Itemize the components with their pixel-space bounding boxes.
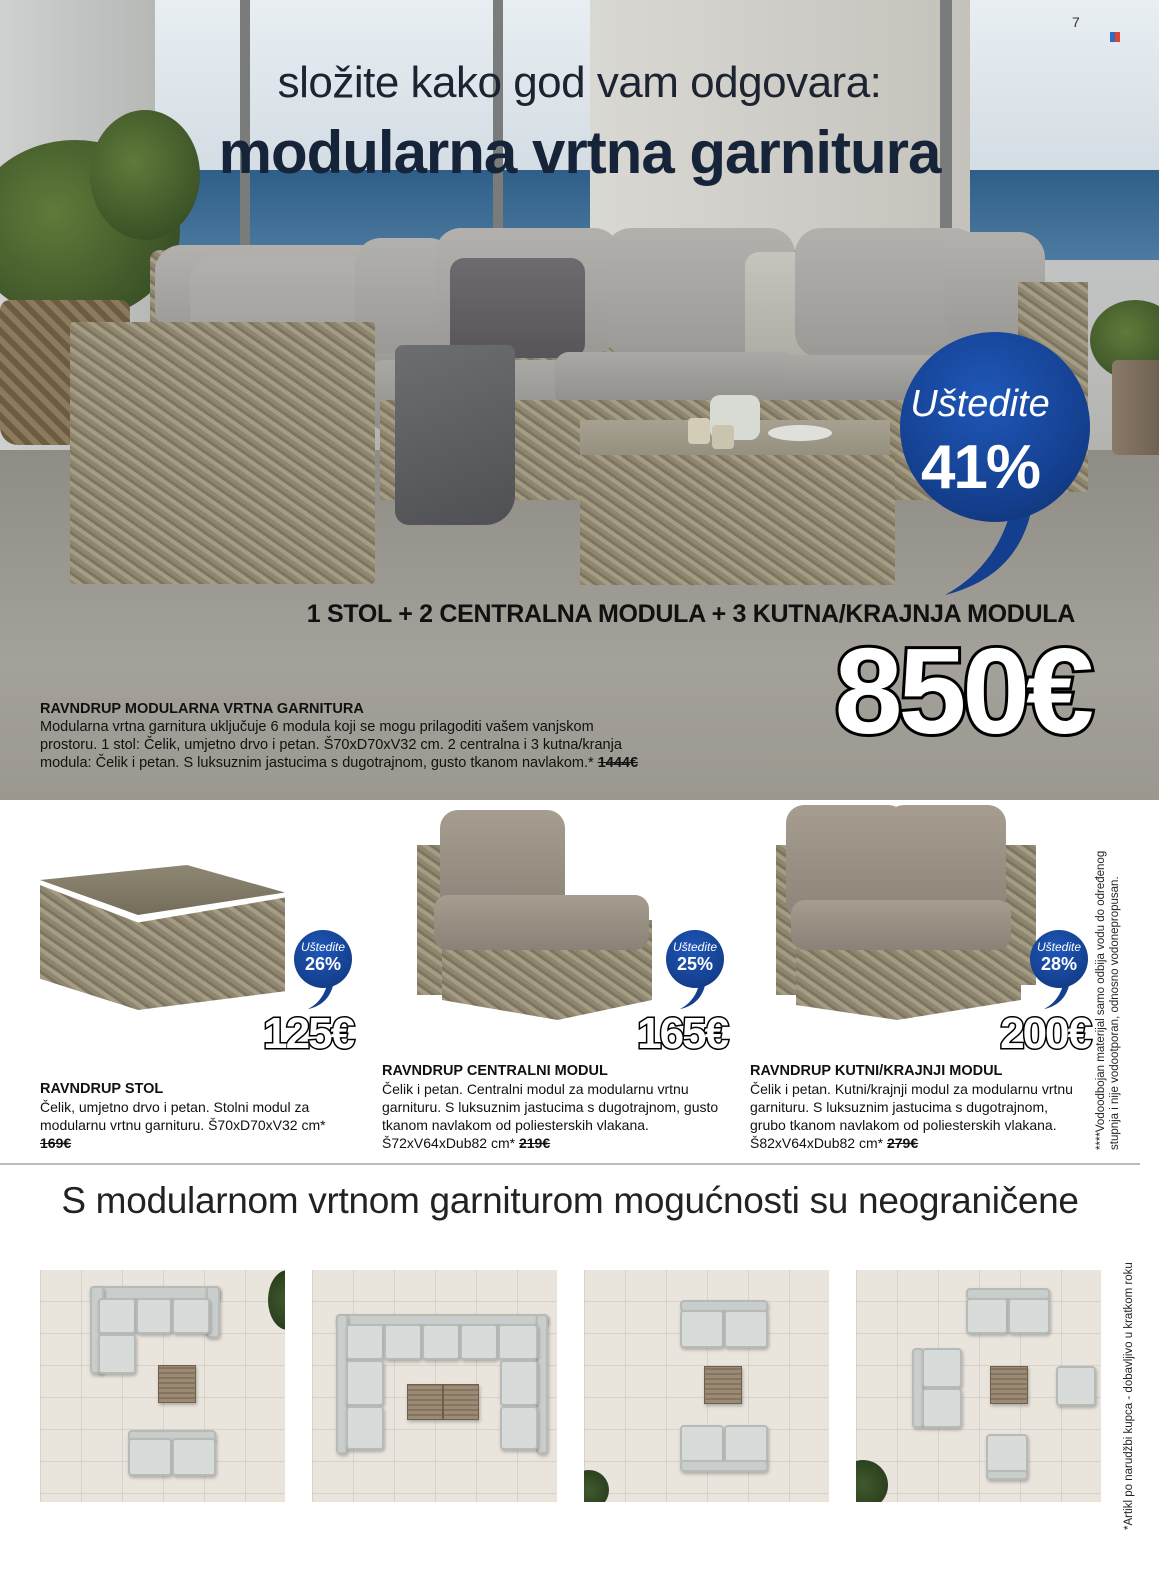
module xyxy=(172,1438,216,1476)
cup xyxy=(712,425,734,449)
discount-badge-label: Uštedite xyxy=(1036,940,1082,954)
product-name: RAVNDRUP CENTRALNI MODUL xyxy=(382,1063,608,1079)
bottom-title: S modularnom vrtnom garniturom mogućnosti su neograničene xyxy=(61,1180,1079,1221)
product-price: 125€ xyxy=(263,1009,353,1058)
layout-image xyxy=(40,1270,285,1502)
module xyxy=(966,1298,1008,1334)
product-price: 165€ xyxy=(637,1009,727,1058)
discount-badge-value: 26% xyxy=(304,954,342,974)
module xyxy=(922,1348,962,1388)
module xyxy=(460,1324,498,1360)
discount-badge-label: Uštedite xyxy=(300,940,346,954)
plate xyxy=(768,425,832,441)
seat-cushion xyxy=(555,352,795,407)
shrub xyxy=(268,1270,285,1330)
module xyxy=(500,1360,538,1406)
product-description xyxy=(40,1080,360,1152)
side-note-line: stupnja i nije vodootporan, odnosno vodonepropusan. xyxy=(1109,876,1121,1150)
product-name: RAVNDRUP STOL xyxy=(40,1081,164,1097)
module xyxy=(500,1406,538,1450)
seat-cushion xyxy=(434,895,649,950)
table-module xyxy=(158,1365,196,1403)
accent-cushion xyxy=(450,258,585,358)
module xyxy=(172,1298,210,1334)
module xyxy=(98,1298,136,1334)
discount-badge-value: 41% xyxy=(920,433,1040,502)
planter xyxy=(1112,360,1159,455)
brand-mark-icon xyxy=(1110,32,1120,42)
cup xyxy=(688,418,710,444)
product-name: RAVNDRUP KUTNI/KRAJNJI MODUL xyxy=(750,1063,1003,1079)
module xyxy=(498,1324,538,1360)
product-old-price: 279€ xyxy=(886,1135,919,1151)
module-back xyxy=(680,1460,768,1472)
table-module xyxy=(704,1366,742,1404)
module xyxy=(680,1425,724,1463)
set-description xyxy=(40,700,640,772)
product-description xyxy=(382,1062,722,1152)
module xyxy=(724,1310,768,1348)
table-module xyxy=(990,1366,1028,1404)
module-back xyxy=(986,1470,1028,1480)
hero-title: modularna vrtna garnitura xyxy=(218,119,941,186)
page-number: 7 xyxy=(1072,14,1080,30)
module xyxy=(346,1406,384,1450)
layout-image xyxy=(584,1270,829,1502)
hero-subtitle: složite kako god vam odgovara: xyxy=(277,58,882,107)
side-note xyxy=(1094,851,1122,1150)
module xyxy=(680,1310,724,1348)
side-note-line: ****Vodoodbojan materijal samo odbija vodu do određenog xyxy=(1095,850,1107,1150)
layout-image xyxy=(312,1270,557,1502)
product-description xyxy=(750,1062,1080,1152)
product-old-price: 169€ xyxy=(40,1135,72,1151)
module xyxy=(346,1360,384,1406)
product-details: Čelik i petan. Centralni modul za modularnu vrtnu garnituru. S luksuznim jastucima s dugotrajnom, gusto tkanom navlakom od poliesterskih vlakana. Š72xV64xDub82 cm* xyxy=(382,1081,719,1151)
discount-badge-value: 28% xyxy=(1040,954,1078,974)
product-image-table xyxy=(40,850,285,1015)
module xyxy=(986,1434,1028,1474)
module xyxy=(922,1388,962,1428)
product-details: Čelik i petan. Kutni/krajnji modul za modularnu vrtnu garnituru. S luksuznim jastucima s dugotrajnom, grubo tkanom navlakom od poliesterskih vlakana. Š82xV64xDub82 cm* xyxy=(750,1081,1073,1151)
set-price: 850€ xyxy=(834,623,1090,759)
module xyxy=(422,1324,460,1360)
product-image-central-module xyxy=(412,800,657,1025)
throw-blanket xyxy=(395,345,515,525)
sofa-arm xyxy=(70,322,375,584)
coffee-table xyxy=(580,455,895,585)
module xyxy=(1008,1298,1050,1334)
discount-badge-label: Uštedite xyxy=(672,940,718,954)
product-price: 200€ xyxy=(1000,1009,1090,1058)
discount-badge-value: 25% xyxy=(676,954,714,974)
module xyxy=(1056,1366,1096,1406)
section-divider xyxy=(0,1163,1140,1165)
module xyxy=(346,1324,384,1360)
module xyxy=(724,1425,768,1463)
module xyxy=(98,1334,136,1374)
seat-cushion xyxy=(791,900,1011,950)
product-image-corner-module xyxy=(776,800,1036,1025)
layout-image xyxy=(856,1270,1101,1502)
set-old-price: 1444€ xyxy=(597,755,639,771)
combo-text: 1 STOL + 2 CENTRALNA MODULA + 3 KUTNA/KRAJNJA MODULA xyxy=(306,600,1075,628)
shrub xyxy=(584,1470,609,1502)
product-details: Čelik, umjetno drvo i petan. Stolni modul za modularnu vrtnu garnituru. Š70xD70xV32 cm* xyxy=(40,1099,326,1133)
side-note-order: *Artikl po narudžbi kupca - dobavljivo u kratkom roku xyxy=(1123,1262,1135,1530)
discount-badge-label: Uštedite xyxy=(910,383,1050,425)
module xyxy=(136,1298,172,1334)
set-name: RAVNDRUP MODULARNA VRTNA GARNITURA xyxy=(40,701,364,717)
set-details: Modularna vrtna garnitura uključuje 6 modula koji se mogu prilagoditi vašem vanjskom prostoru. 1 stol: Čelik, umjetno drvo i petan. Š70xD70xV32 cm. 2 centralna i 3 kutna/kranja modula: Čelik i petan. S luksuznim jastucima s dugotrajnom, gusto tkanom navlakom.* xyxy=(40,719,622,771)
module xyxy=(128,1438,172,1476)
product-old-price: 219€ xyxy=(518,1135,551,1151)
table-module xyxy=(443,1384,479,1420)
table-module xyxy=(407,1384,443,1420)
shrub xyxy=(856,1460,888,1502)
module xyxy=(384,1324,422,1360)
